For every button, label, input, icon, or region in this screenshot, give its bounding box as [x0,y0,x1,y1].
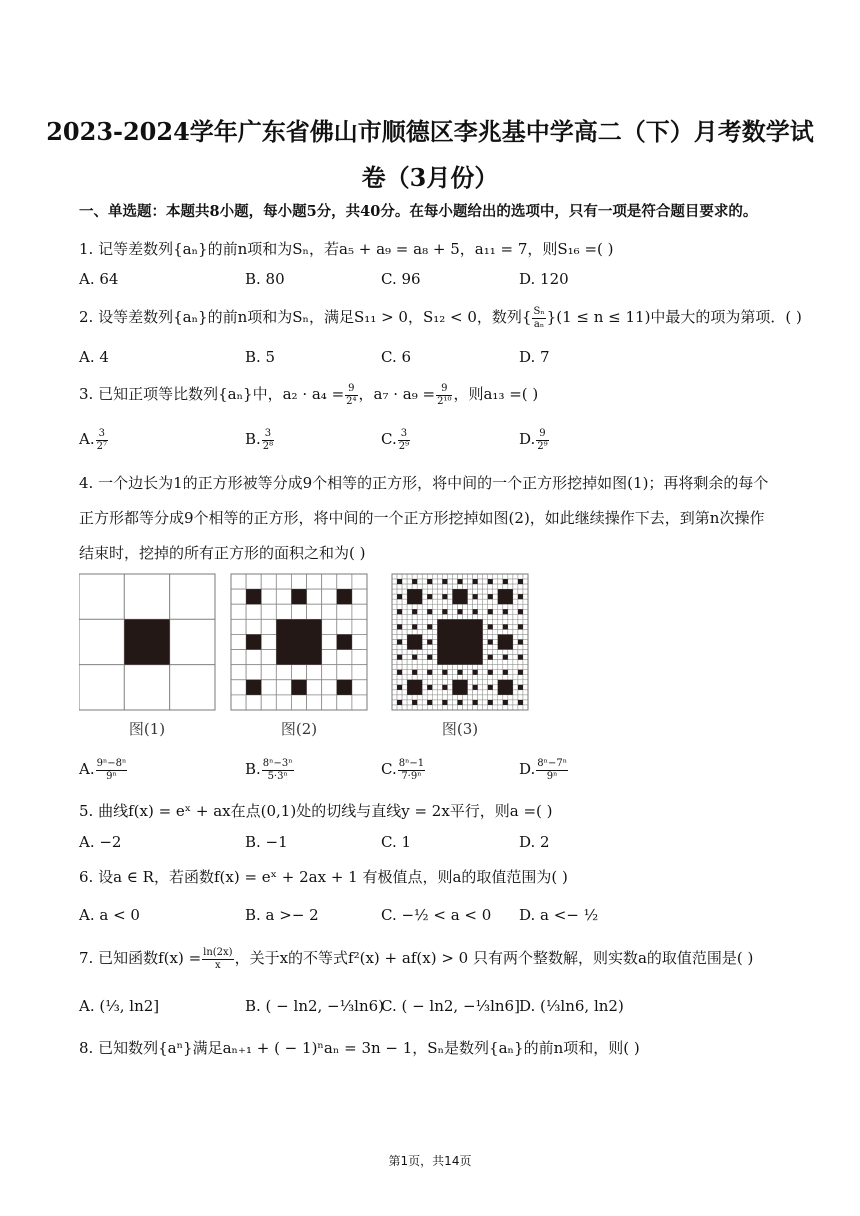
question-1-stem: 1. 记等差数列{aₙ}的前n项和为Sₙ，若a₅ + a₉ = a₈ + 5，a₁₁ = 7，则S₁₆ =( ) [79,240,614,258]
q2-option-b: B. 5 [245,348,276,366]
figure-3 [392,574,528,710]
page-title-line2: 卷（3月份） [361,163,499,192]
figure-1 [79,574,215,710]
question-7-stem: 7. 已知函数f(x) = $\frac{\ln(2x)}{x}$ ，关于x的不等式f²(x) + af(x) > 0 只有两个整数解，则实数a的取值范围是( ) [79,947,754,971]
section-header: 一、单选题：本题共8小题，每小题5分，共40分。在每小题给出的选项中，只有一项是符合题目要求的。 [79,203,758,220]
q4-option-b: B. $\frac{\text{8ⁿ−3ⁿ}}{\text{5·3ⁿ}}$ [245,758,293,782]
figure-2 [231,574,367,710]
q4-option-d: D. $\frac{\text{8ⁿ−7ⁿ}}{\text{9ⁿ}}$ [519,758,568,782]
q5-option-a: A. −2 [79,833,122,851]
q5-option-d: D. 2 [519,833,550,851]
q2-option-a: A. 4 [79,348,109,366]
q4-option-c: C. $\frac{\text{8ⁿ−1}}{\text{7·9ⁿ}}$ [381,758,425,782]
page-title-line1: 2023-2024学年广东省佛山市顺德区李兆基中学高二（下）月考数学试 [46,117,814,146]
question-3-stem: 3. 已知正项等比数列{aₙ}中，a₂ · a₄ = $\frac{9}{\text{2⁴}}$ ，a₇ · a₉ = $\frac{9}{\text{2¹⁰}}$ ，则a₁₃ =( ) [79,383,539,407]
q6-option-b: B. a >− 2 [245,906,319,924]
figure-1-caption: 图(1) [128,720,166,738]
q7-option-c: C. ( − ln2, −⅓ln6] [381,997,520,1015]
q4-option-a: A. $\frac{\text{9ⁿ−8ⁿ}}{\text{9ⁿ}}$ [79,758,127,782]
q6-option-c: C. −½ < a < 0 [381,906,492,924]
q3-option-d: D. $\frac{9}{\text{2⁹}}$ [519,428,548,452]
page-footer: 第1页，共14页 [388,1154,472,1168]
q1-option-d: D. 120 [519,270,569,288]
q7-option-d: D. (⅓ln6, ln2) [519,997,624,1015]
question-4-line2: 正方形都等分成9个相等的正方形，将中间的一个正方形挖掉如图(2)，如此继续操作下去，到第n次操作 [79,509,765,527]
q5-option-b: B. −1 [245,833,288,851]
q7-option-a: A. (⅓, ln2] [79,997,160,1015]
q6-option-a: A. a < 0 [79,906,140,924]
q1-option-c: C. 96 [381,270,421,288]
q6-option-d: D. a <− ½ [519,906,599,924]
figure-2-caption: 图(2) [280,720,318,738]
q1-option-b: B. 80 [245,270,285,288]
q3-option-a: A. $\frac{3}{\text{2⁷}}$ [79,428,107,452]
figure-3-caption: 图(3) [441,720,479,738]
q3-option-b: B. $\frac{3}{\text{2⁸}}$ [245,428,274,452]
q7-option-b: B. ( − ln2, −⅓ln6) [245,997,385,1015]
question-8-stem: 8. 已知数列{aⁿ}满足aₙ₊₁ + ( − 1)ⁿaₙ = 3n − 1，Sₙ是数列{aₙ}的前n项和，则( ) [79,1039,640,1057]
q2-option-d: D. 7 [519,348,550,366]
question-4-line1: 4. 一个边长为1的正方形被等分成9个相等的正方形，将中间的一个正方形挖掉如图(1)；再将剩余的每个 [79,474,769,492]
q5-option-c: C. 1 [381,833,412,851]
question-6-stem: 6. 设a ∈ R，若函数f(x) = eˣ + 2ax + 1 有极值点，则a的取值范围为( ) [79,868,568,886]
question-5-stem: 5. 曲线f(x) = eˣ + ax在点(0,1)处的切线与直线y = 2x平行，则a =( ) [79,802,553,820]
q3-option-c: C. $\frac{3}{\text{2⁹}}$ [381,428,410,452]
question-4-line3: 结束时，挖掉的所有正方形的面积之和为( ) [79,544,366,562]
carpet-figures [79,572,539,742]
question-2-stem: 2. 设等差数列{aₙ}的前n项和为Sₙ，满足S₁₁ > 0，S₁₂ < 0，数列{ $\frac{\text{Sₙ}}{\text{aₙ}}$ }(1 ≤ n ≤ 11)中最大的项为第项．( ) [79,306,802,330]
q1-option-a: A. 64 [79,270,119,288]
q2-option-c: C. 6 [381,348,412,366]
